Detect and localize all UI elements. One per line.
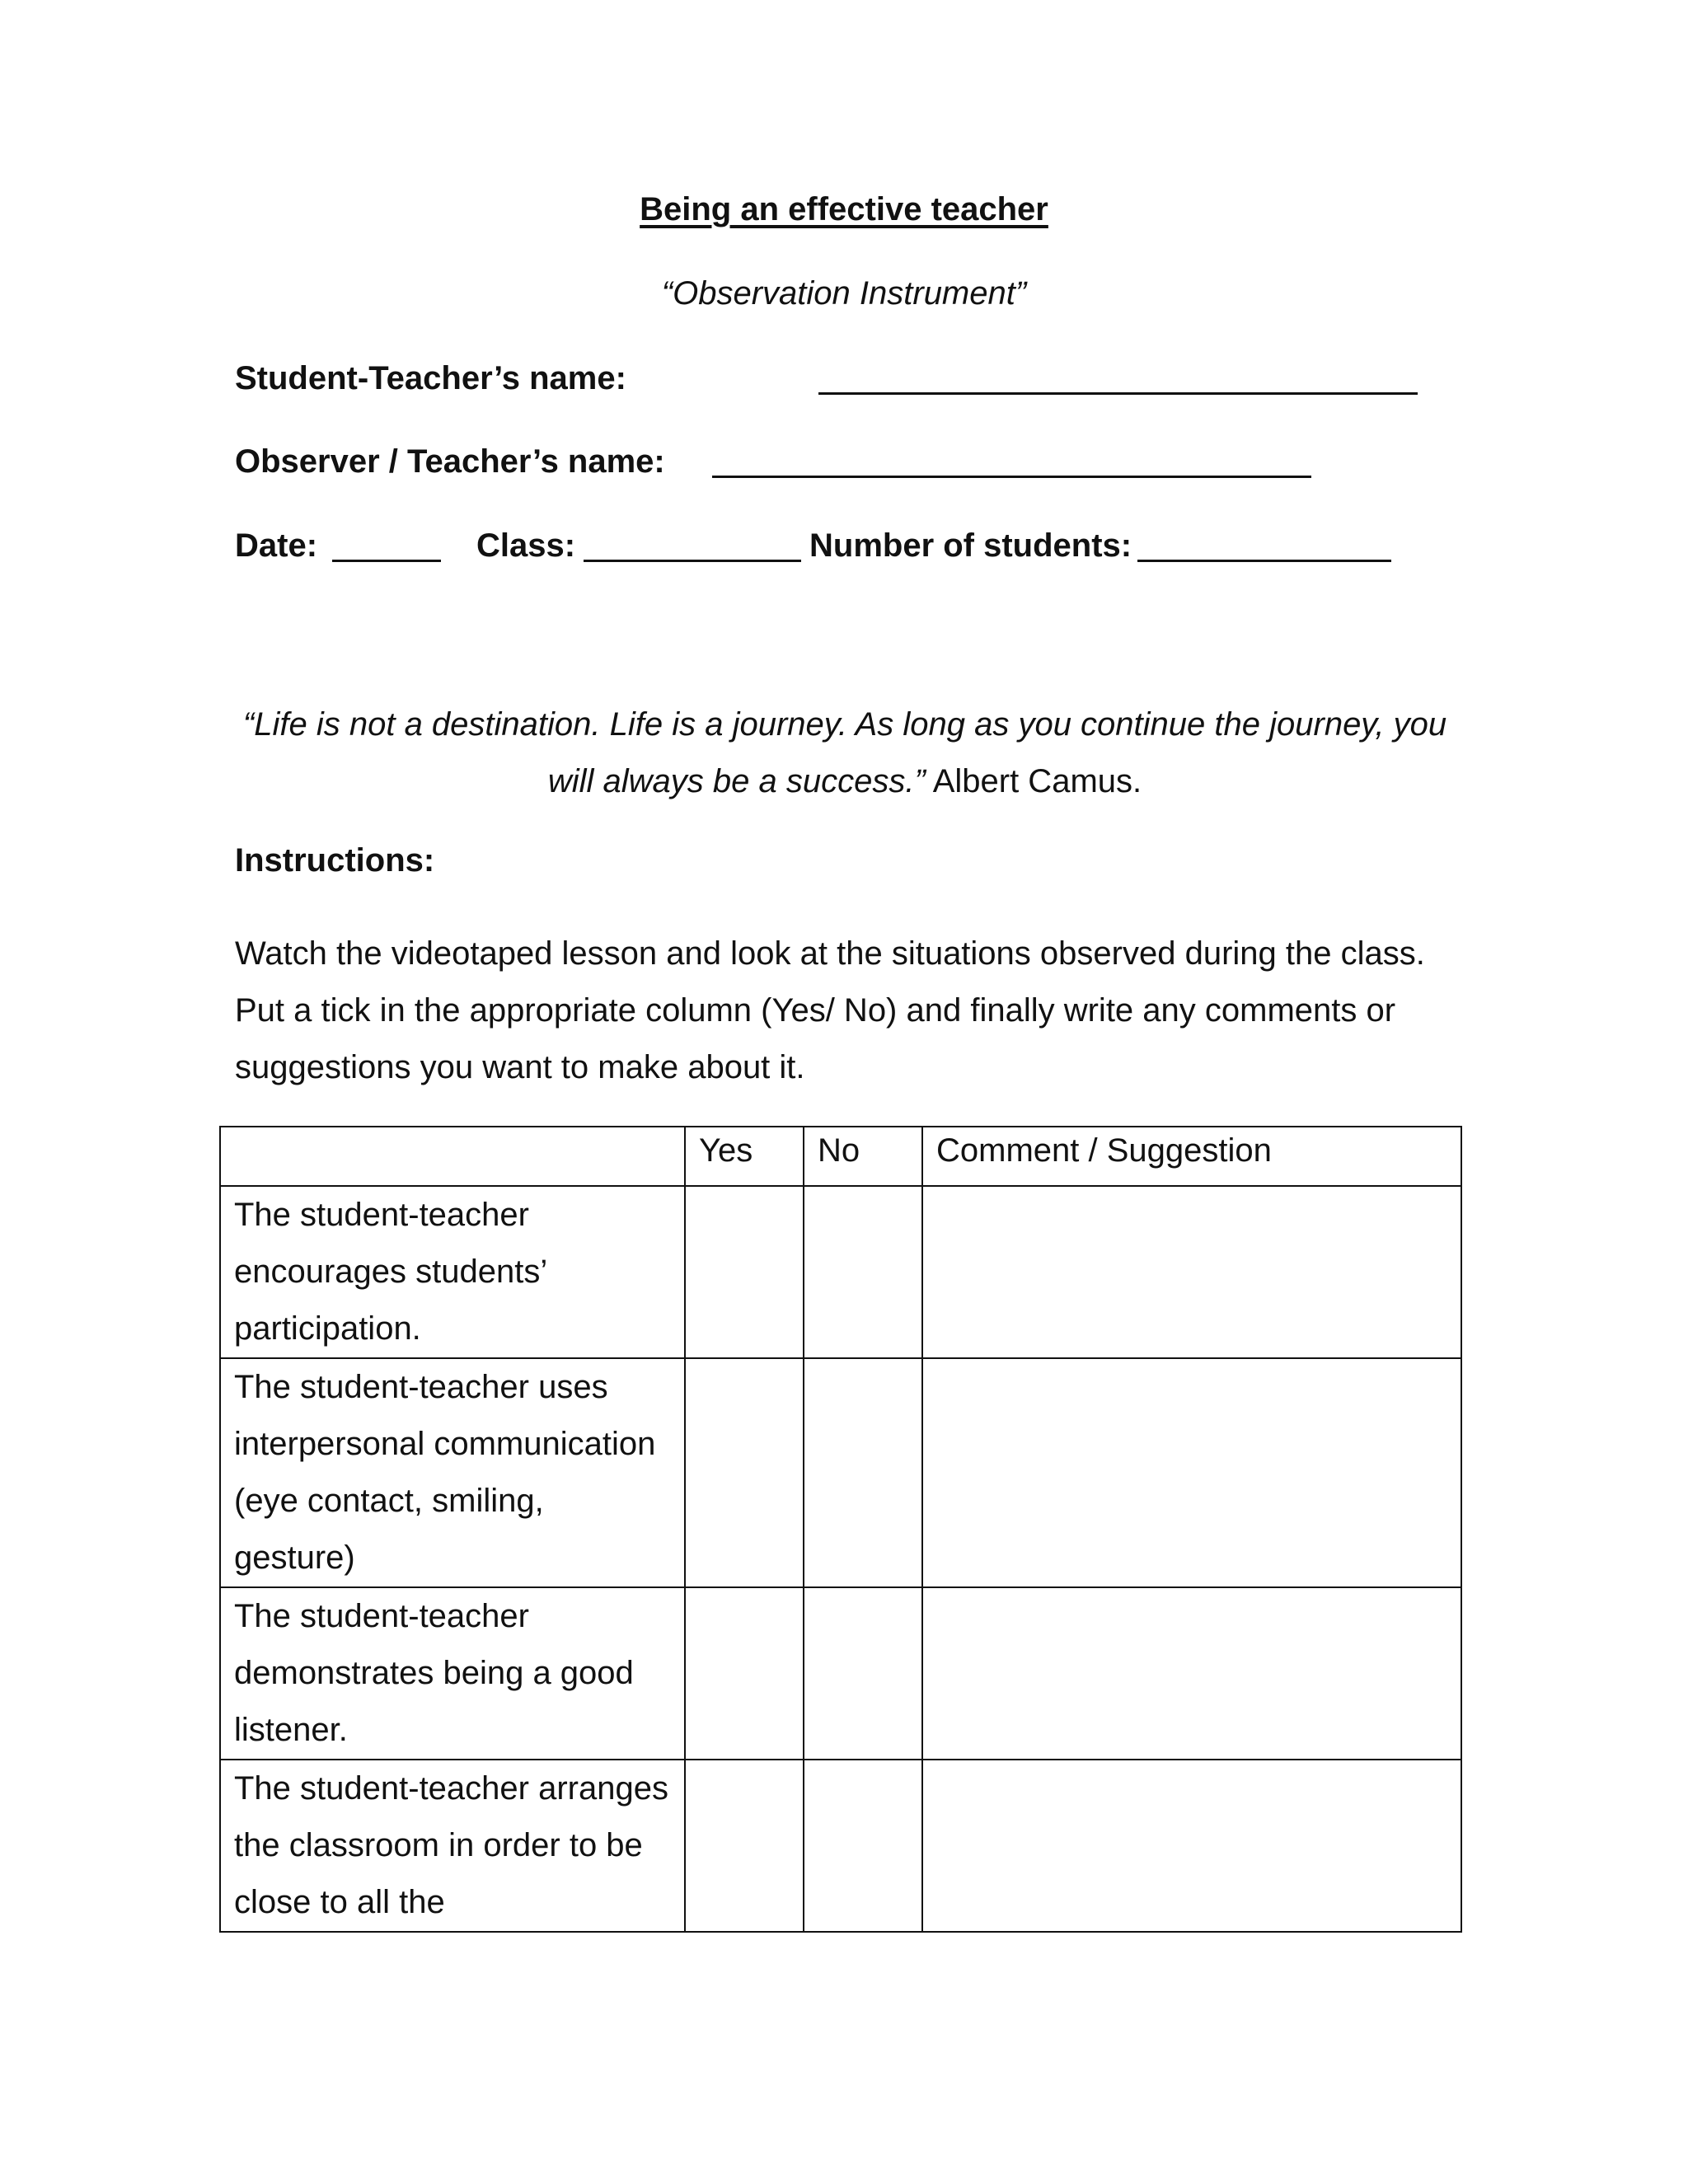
comment-cell[interactable] <box>922 1760 1461 1932</box>
class-line[interactable] <box>584 560 801 562</box>
criterion-cell: The student-teacher arranges the classroom in order to be close to all the <box>220 1760 685 1932</box>
quote-text: “Life is not a destination. Life is a journey. As long as you continue the journey, you will always be a success.” <box>242 706 1447 799</box>
yes-cell[interactable] <box>685 1587 804 1760</box>
number-of-students-label: Number of students: <box>809 527 1132 564</box>
document-title: Being an effective teacher <box>640 191 1048 227</box>
table-header-row <box>220 1127 1461 1186</box>
no-cell[interactable] <box>804 1587 922 1760</box>
observation-table <box>219 1126 1462 1933</box>
header-yes: Yes <box>685 1127 804 1186</box>
comment-cell[interactable] <box>922 1358 1461 1587</box>
student-teacher-name-line[interactable] <box>818 392 1418 395</box>
table-row <box>220 1358 1461 1587</box>
criterion-cell: The student-teacher demonstrates being a good listener. <box>220 1587 685 1760</box>
comment-cell[interactable] <box>922 1186 1461 1358</box>
criterion-cell: The student-teacher encourages students’ participation. <box>220 1186 685 1358</box>
quote-author: Albert Camus. <box>932 763 1142 799</box>
date-label: Date: <box>235 527 318 564</box>
number-of-students-line[interactable] <box>1137 560 1391 562</box>
date-line[interactable] <box>332 560 441 562</box>
class-label: Class: <box>476 527 576 564</box>
table-row <box>220 1760 1461 1932</box>
student-teacher-name-label: Student-Teacher’s name: <box>235 360 626 396</box>
instructions-line: Put a tick in the appropriate column (Yes/ No) and finally write any comments or <box>235 992 1396 1029</box>
document-subtitle: “Observation Instrument” <box>661 275 1027 312</box>
yes-cell[interactable] <box>685 1760 804 1932</box>
comment-cell[interactable] <box>922 1587 1461 1760</box>
observer-name-line[interactable] <box>712 476 1311 478</box>
no-cell[interactable] <box>804 1760 922 1932</box>
header-item <box>220 1127 685 1186</box>
header-comment: Comment / Suggestion <box>922 1127 1461 1186</box>
yes-cell[interactable] <box>685 1358 804 1587</box>
no-cell[interactable] <box>804 1358 922 1587</box>
criterion-cell: The student-teacher uses interpersonal communication (eye contact, smiling, gesture) <box>220 1358 685 1587</box>
table-row <box>220 1186 1461 1358</box>
observer-name-label: Observer / Teacher’s name: <box>235 443 665 480</box>
yes-cell[interactable] <box>685 1186 804 1358</box>
instructions-heading: Instructions: <box>235 842 435 879</box>
quote-block <box>235 696 1455 810</box>
instructions-line: Watch the videotaped lesson and look at the situations observed during the class. <box>235 935 1425 972</box>
instructions-text <box>235 926 1455 1096</box>
no-cell[interactable] <box>804 1186 922 1358</box>
header-no: No <box>804 1127 922 1186</box>
table-row <box>220 1587 1461 1760</box>
instructions-line: suggestions you want to make about it. <box>235 1049 805 1085</box>
